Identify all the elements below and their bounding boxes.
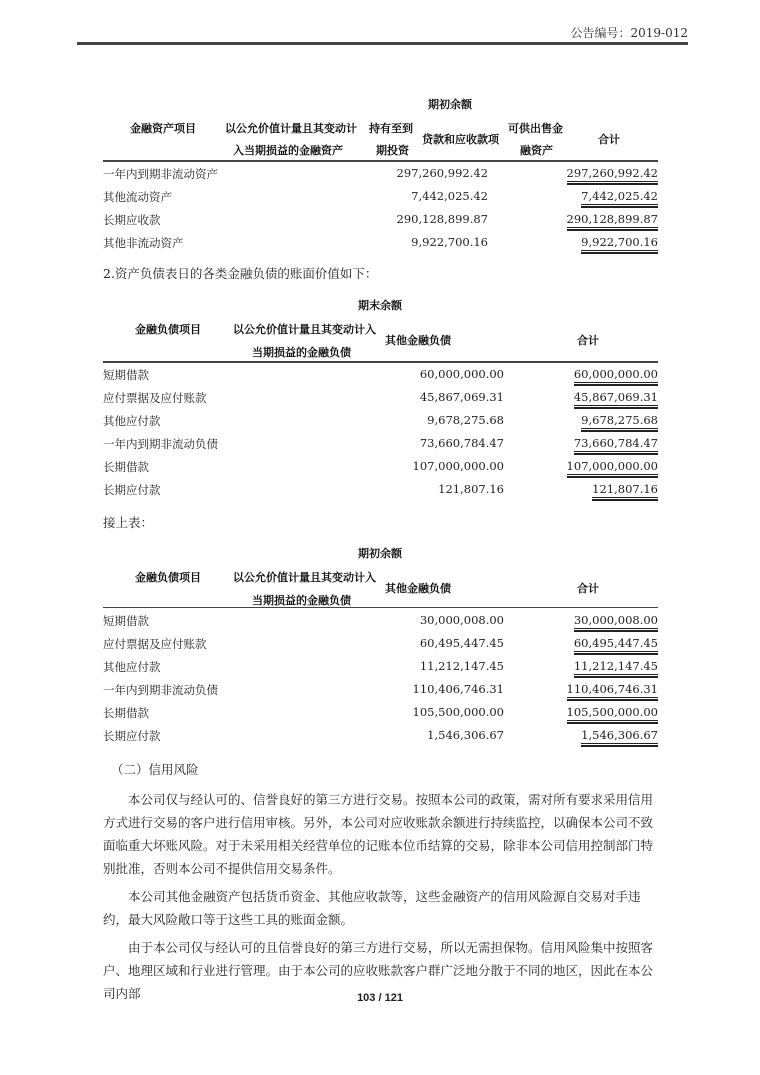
table-header-rule xyxy=(103,361,658,363)
row-loans-value: 290,128,899.87 xyxy=(396,212,488,226)
row-other-value: 105,500,000.00 xyxy=(412,705,504,719)
section-title: 2.资产负债表日的各类金融负债的账面价值如下： xyxy=(103,266,378,281)
row-other-value: 110,406,746.31 xyxy=(412,682,504,696)
row-item: 一年内到期非流动资产 xyxy=(103,167,218,181)
row-item: 长期应付款 xyxy=(103,729,161,743)
row-item: 长期借款 xyxy=(103,706,149,720)
table-row xyxy=(103,367,658,387)
row-total-value: 297,260,992.42 xyxy=(566,166,658,180)
table-row xyxy=(103,705,658,725)
column-header-afs-line1: 可供出售金 xyxy=(508,122,563,135)
table-row xyxy=(103,189,658,209)
row-total-value: 11,212,147.45 xyxy=(573,659,658,673)
row-item: 其他应付款 xyxy=(103,660,161,674)
row-loans-value: 9,922,700.16 xyxy=(411,235,488,249)
row-total-value: 1,546,306.67 xyxy=(581,728,658,742)
row-total-value: 121,807.16 xyxy=(592,482,658,496)
row-total-value: 60,000,000.00 xyxy=(573,367,658,381)
row-total-value: 105,500,000.00 xyxy=(566,705,658,719)
row-total-value: 45,867,069.31 xyxy=(573,390,658,404)
row-item: 一年内到期非流动负债 xyxy=(103,437,218,451)
row-item: 应付票据及应付账款 xyxy=(103,391,207,405)
column-header-other: 其他金融负债 xyxy=(385,334,451,347)
credit-risk-paragraph-2: 本公司其他金融资产包括货币资金、其他应收款等，这些金融资产的信用风险源自交易对手违约，最大风险敞口等于这些工具的账面金额。 xyxy=(103,889,641,927)
column-header-fv-line1: 以公允价值计量且其变动计入 xyxy=(233,571,376,584)
row-other-value: 60,000,000.00 xyxy=(419,367,504,381)
row-loans-value: 7,442,025.42 xyxy=(411,189,488,203)
credit-risk-paragraph-3: 由于本公司仅与经认可的且信誉良好的第三方进行交易，所以无需担保物。信用风险集中按照客户、地理区域和行业进行管理。由于本公司的应收账款客户群广泛地分散于不同的地区，因此在本公司内部 xyxy=(103,940,654,1001)
table-row xyxy=(103,659,658,679)
column-header-fv-line2: 入当期损益的金融资产 xyxy=(233,144,343,157)
row-other-value: 9,678,275.68 xyxy=(427,413,504,427)
row-total-value: 7,442,025.42 xyxy=(581,189,658,203)
table-period-header: 期初余额 xyxy=(428,98,472,111)
table-row xyxy=(103,413,658,433)
column-header-item: 金融负债项目 xyxy=(135,323,201,336)
column-header-total: 合计 xyxy=(577,334,599,347)
header-rule xyxy=(77,42,688,45)
table-period-header: 期末余额 xyxy=(358,299,402,312)
column-header-total: 合计 xyxy=(577,582,599,595)
row-item: 长期借款 xyxy=(103,460,149,474)
page-number: 103 / 121 xyxy=(357,992,403,1004)
table-row xyxy=(103,212,658,232)
table-header-rule xyxy=(103,160,658,162)
table-row xyxy=(103,636,658,656)
table-row xyxy=(103,728,658,748)
row-item: 应付票据及应付账款 xyxy=(103,637,207,651)
row-total-value: 290,128,899.87 xyxy=(566,212,658,226)
row-other-value: 30,000,008.00 xyxy=(419,613,504,627)
row-item: 长期应付款 xyxy=(103,483,161,497)
table-period-header: 期初余额 xyxy=(358,547,402,560)
row-other-value: 1,546,306.67 xyxy=(427,728,504,742)
continued-label: 接上表： xyxy=(103,515,154,530)
table-row xyxy=(103,613,658,633)
row-item: 短期借款 xyxy=(103,368,149,382)
table-header-rule xyxy=(103,607,658,608)
row-item: 一年内到期非流动负债 xyxy=(103,683,218,697)
table-row xyxy=(103,482,658,502)
column-header-fv-line2: 当期损益的金融负债 xyxy=(252,346,351,359)
column-header-htm-line1: 持有至到 xyxy=(369,122,413,135)
table-row xyxy=(103,459,658,479)
credit-risk-paragraph-1: 本公司仅与经认可的、信誉良好的第三方进行交易。按照本公司的政策，需对所有要求采用信用方式进行交易的客户进行信用审核。另外，本公司对应收账款余额进行持续监控，以确保本公司不致面临重大坏账风险。对于未采用相关经营单位的记账本位币结算的交易，除非本公司信用控制部门特别批准，否则本公司不提供信用交易条件。 xyxy=(103,792,654,876)
row-other-value: 121,807.16 xyxy=(438,482,504,496)
column-header-fv-line1: 以公允价值计量且其变动计入 xyxy=(233,323,376,336)
row-total-value: 60,495,447.45 xyxy=(573,636,658,650)
row-total-value: 9,678,275.68 xyxy=(581,413,658,427)
row-total-value: 107,000,000.00 xyxy=(566,459,658,473)
table-row xyxy=(103,682,658,702)
row-total-value: 9,922,700.16 xyxy=(581,235,658,249)
credit-risk-heading: （二）信用风险 xyxy=(111,762,199,777)
column-header-fv-line1: 以公允价值计量且其变动计 xyxy=(225,122,357,135)
row-total-value: 73,660,784.47 xyxy=(573,436,658,450)
row-other-value: 45,867,069.31 xyxy=(419,390,504,404)
row-item: 短期借款 xyxy=(103,614,149,628)
announcement-number: 公告编号：2019-012 xyxy=(570,26,688,40)
row-other-value: 11,212,147.45 xyxy=(419,659,504,673)
column-header-total: 合计 xyxy=(598,133,620,146)
row-item: 其他应付款 xyxy=(103,414,161,428)
column-header-afs-line2: 融资产 xyxy=(520,144,553,157)
row-other-value: 60,495,447.45 xyxy=(419,636,504,650)
table-row xyxy=(103,390,658,410)
column-header-loans: 贷款和应收款项 xyxy=(422,133,499,146)
table-row xyxy=(103,235,658,255)
row-total-value: 110,406,746.31 xyxy=(566,682,658,696)
row-loans-value: 297,260,992.42 xyxy=(396,166,488,180)
row-item: 其他非流动资产 xyxy=(103,236,184,250)
row-item: 长期应收款 xyxy=(103,213,161,227)
column-header-other: 其他金融负债 xyxy=(385,582,451,595)
row-other-value: 107,000,000.00 xyxy=(412,459,504,473)
column-header-item: 金融资产项目 xyxy=(130,122,196,135)
column-header-item: 金融负债项目 xyxy=(135,571,201,584)
column-header-htm-line2: 期投资 xyxy=(376,144,409,157)
table-row xyxy=(103,166,658,186)
table-row xyxy=(103,436,658,456)
row-total-value: 30,000,008.00 xyxy=(573,613,658,627)
row-item: 其他流动资产 xyxy=(103,190,172,204)
column-header-fv-line2: 当期损益的金融负债 xyxy=(252,594,351,607)
row-other-value: 73,660,784.47 xyxy=(419,436,504,450)
